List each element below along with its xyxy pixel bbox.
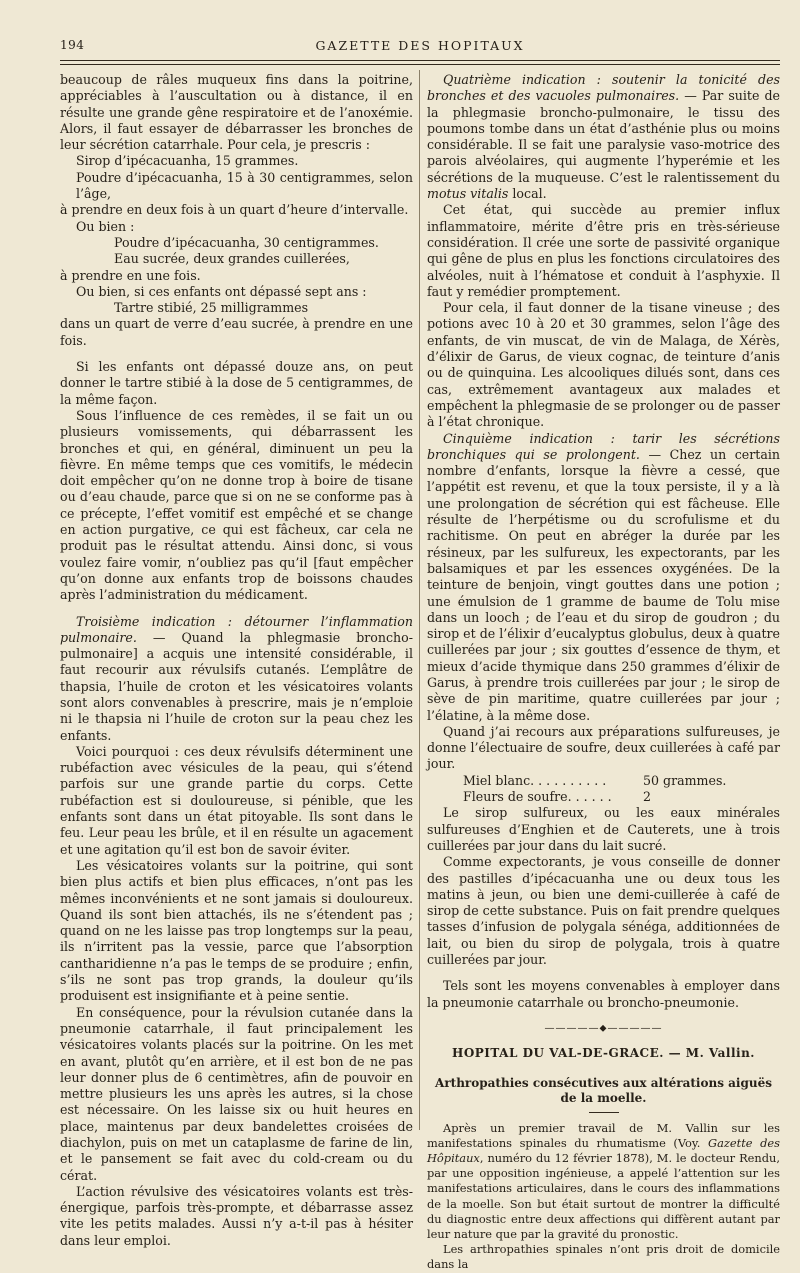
journal-title: GAZETTE DES HOPITAUX [315,38,525,53]
page-header [60,38,780,62]
recipe-block [427,773,780,806]
paragraph: Ou bien : [76,218,135,234]
paragraph: Sirop d’ipécacuanha, 15 grammes. [76,153,299,169]
paragraph: Le sirop sulfureux, ou les eaux minérales sulfureuses d’Enghien et de Cauterets, une à trois cuillerées par jour dans du lait sucré. [427,805,780,853]
subsection-rule [589,1112,619,1113]
paragraph: dans un quart de verre d’eau sucrée, à prendre en une fois. [60,316,413,348]
paragraph: Pour cela, il faut donner de la tisane vineuse ; des potions avec 10 à 20 et 30 grammes, selon l’âge des enfants, de vin muscat, de vin de Malaga, de Xérès, d’élixir de Garus, de vieux cognac, de teinture d’anis ou de quinquina. Les alcooliques dilués sont, dans ces cas, extrêmement avantageux aux malades et empêchent la phlegmasie de se prolonger ou de passer à l’état chronique. [427,300,780,430]
section-title: HOPITAL DU VAL-DE-GRACE. — M. Vallin. [451,1046,755,1061]
subsection-title-line-2: de la moelle. [560,1090,647,1105]
paragraph: beaucoup de râles muqueux fins dans la poitrine, appréciables à l’auscultation ou à distance, il en résulte une grande gêne respiratoire et de l’anoxémie. Alors, il faut essayer de débarrasser les bronches de leur sécrétion catarrhale. Pour cela, je prescris : [60,72,413,153]
paragraph: Cinquième indication : tarir les sécrétions bronchiques qui se prolongent. — Chez un certain nombre d’enfants, lorsque la fièvre a cessé, que l’appétit est revenu, et que la toux persiste, il y a là une prolongation de sécrétion qui est fâcheuse. Elle résulte de l’herpétisme ou du scrofulisme et du rachitisme. On peut en abréger la durée par les résineux, par les sulfureux, les expectorants, par les balsamiques et par les essences oxygénées. De la teinture de benjoin, vingt gouttes dans une potion ; une émulsion de 1 gramme de baume de Tolu mise dans un looch ; de l’eau et du sirop de goudron ; du sirop et de l’élixir d’eucalyptus globulus, deux à quatre cuillerées par jour ; six gouttes d’essence de thym, et mieux d’acide thymique dans 250 grammes d’élixir de Garus, à prendre trois cuillerées par jour ; le sirop de sève de pin maritime, quatre cuillerées par jour ; l’élatine, à la même dose. [427,430,780,723]
header-rule-bottom [60,64,780,65]
paragraph: Si les enfants ont dépassé douze ans, on peut donner le tartre stibié à la dose de 5 centigrammes, de la même façon. [60,359,413,407]
paragraph: Troisième indication : détourner l’inflammation pulmonaire. — Quand la phlegmasie broncho-pulmonaire] a acquis une intensité considérable, il faut recourir aux révulsifs cutanés. L’emplâtre de thapsia, l’huile de croton et les vésicatoires volants sont alors convenables à prescrire, mais je n’emploie ni le thapsia ni l’huile de croton sur la peau chez les enfants. [60,613,413,743]
paragraph: Après un premier travail de M. Vallin sur les manifestations spinales du rhumatisme (Voy. Gazette des Hôpitaux, numéro du 12 février 1878), M. le docteur Rendu, par une opposition ingénieuse, a appelé l’attention sur les manifestations articulaires, dans le cours des inflammations de la moelle. Son but était surtout de montrer la difficulté du diagnostic entre deux affections qui diffèrent autant par leur nature que par la gravité du pronostic. [427,1120,781,1241]
recipe-row [443,773,780,789]
paragraph: Ou bien, si ces enfants ont dépassé sept ans : [76,283,367,299]
column-divider [419,70,420,1130]
paragraph: Poudre d’ipécacuanha, 15 à 30 centigrammes, selon l’âge, [76,169,413,202]
right-column-paragraphs-c [427,1121,780,1273]
right-column-paragraphs-a [427,72,780,773]
recipe-ingredient: Fleurs de soufre. . . . . . [463,789,612,805]
paragraph: Voici pourquoi : ces deux révulsifs déterminent une rubéfaction avec vésicules de la peau, qui s’étend parfois sur une grande partie du corps. Cette rubéfaction est si douloureuse, si pénible, que les enfants sont dans un état pitoyable. Ils sont dans le feu. Leur peau les brûle, et il en résulte un agacement et une agitation qu’il est bon de savoir éviter. [60,743,413,857]
paragraph: Les vésicatoires volants sur la poitrine, qui sont bien plus actifs et bien plus efficaces, n’ont pas les mêmes inconvénients et ne sont jamais si douloureux. Quand ils sont bien attachés, ils ne s’étendent pas ; quand on ne les laisse pas trop longtemps sur la peau, ils n’irritent pas la vessie, parce que l’absorption cantharidienne n’a pas le temps de se produire ; enfin, s’ils ne sont pas trop grands, la douleur qu’ils produisent est insignifiante et à peine sentie. [60,857,413,1004]
paragraph: à prendre en deux fois à un quart d’heure d’intervalle. [60,202,409,218]
paragraph: Les arthropathies spinales n’ont pris droit de domicile dans la [427,1242,780,1272]
recipe-row [443,789,780,805]
recipe-quantity: 2 [643,789,652,805]
recipe-quantity: 50 grammes. [643,772,727,788]
paragraph: Quatrième indication : soutenir la tonicité des bronches et des vacuoles pulmonaires. — Par suite de la phlegmasie broncho-pulmonaire, le tissu des poumons tombe dans un état d’asthénie plus ou moins considérable. Il se fait une paralysie vaso-motrice des parois alvéolaires, qui augmente l’hyperémie et les sécrétions de la muqueuse. C’est le ralentissement du motus vitalis local. [427,72,780,202]
subsection-title [427,1076,780,1106]
header-rule-top [60,60,780,61]
right-column-paragraphs-b [427,805,780,1011]
section-separator-ornament: —————⬥————— [544,1022,663,1034]
paragraph: Poudre d’ipécacuanha, 30 centigrammes. [114,234,379,250]
recipe-ingredient: Miel blanc. . . . . . . . . . [463,772,607,788]
subsection-title-line-1: Arthropathies consécutives aux altérations aiguës [435,1075,772,1090]
paragraph: L’action révulsive des vésicatoires volants est très-énergique, parfois très-prompte, et débarrasse assez vite les petits malades. Aussi n’y a-t-il pas à hésiter dans leur emploi. [60,1183,413,1248]
paragraph: Quand j’ai recours aux préparations sulfureuses, je donne l’électuaire de soufre, deux cuillerées à café par jour. [427,723,780,772]
left-column [60,72,413,1249]
page-number: 194 [60,38,85,52]
paragraph: Tels sont les moyens convenables à employer dans la pneumonie catarrhale ou broncho-pneumonie. [427,978,780,1010]
paragraph: Sous l’influence de ces remèdes, il se fait un ou plusieurs vomissements, qui débarrassent les bronches et qui, en général, diminuent un peu la fièvre. En même temps que ces vomitifs, le médecin doit empêcher qu’on ne donne trop à boire de tisane ou d’eau chaude, parce que si on ne se conforme pas à ce précepte, l’effet vomitif est empêché et se change en action purgative, ce qui est fâcheux, car cela ne produit pas le résultat attendu. Ainsi donc, si vous voulez faire vomir, n’oubliez pas qu’il [faut empêcher qu’on donne aux enfants trop de boissons chaudes après l’administration du médicament. [60,407,413,603]
right-column [427,72,780,1273]
paragraph: Comme expectorants, je vous conseille de donner des pastilles d’ipécacuanha une ou deux tous les matins à jeun, ou bien une demi-cuillerée à café de sirop de cette substance. Puis on fait prendre quelques tasses d’infusion de polygala sénéga, additionnées de lait, ou bien du sirop de polygala, trois à quatre cuillerées par jour. [427,854,781,968]
paragraph: Tartre stibié, 25 milligrammes [114,300,309,316]
paragraph: Cet état, qui succède au premier influx inflammatoire, mérite d’être pris en très-sérieuse considération. Il crée une sorte de passivité organique qui gêne de plus en plus les fonctions circulatoires des alvéoles, nuit à l’hématose et conduit à l’asphyxie. Il faut y remédier promptement. [427,202,780,299]
paragraph: Eau sucrée, deux grandes cuillerées, [114,251,350,267]
paragraph: En conséquence, pour la révulsion cutanée dans la pneumonie catarrhale, il faut principalement les vésicatoires volants placés sur la poitrine. On les met en avant, plutôt qu’en arrière, et il est bon de ne pas leur donner plus de 6 centimètres, afin de pouvoir en mettre plusieurs les uns après les autres, si la chose est nécessaire. On les laisse six ou huit heures en place, maintenus par deux bandelettes croisées de diachylon, puis on met un cataplasme de farine de lin, et le pansement se fait avec du cold-cream ou du cérat. [60,1004,413,1183]
paragraph: à prendre en une fois. [60,267,201,283]
